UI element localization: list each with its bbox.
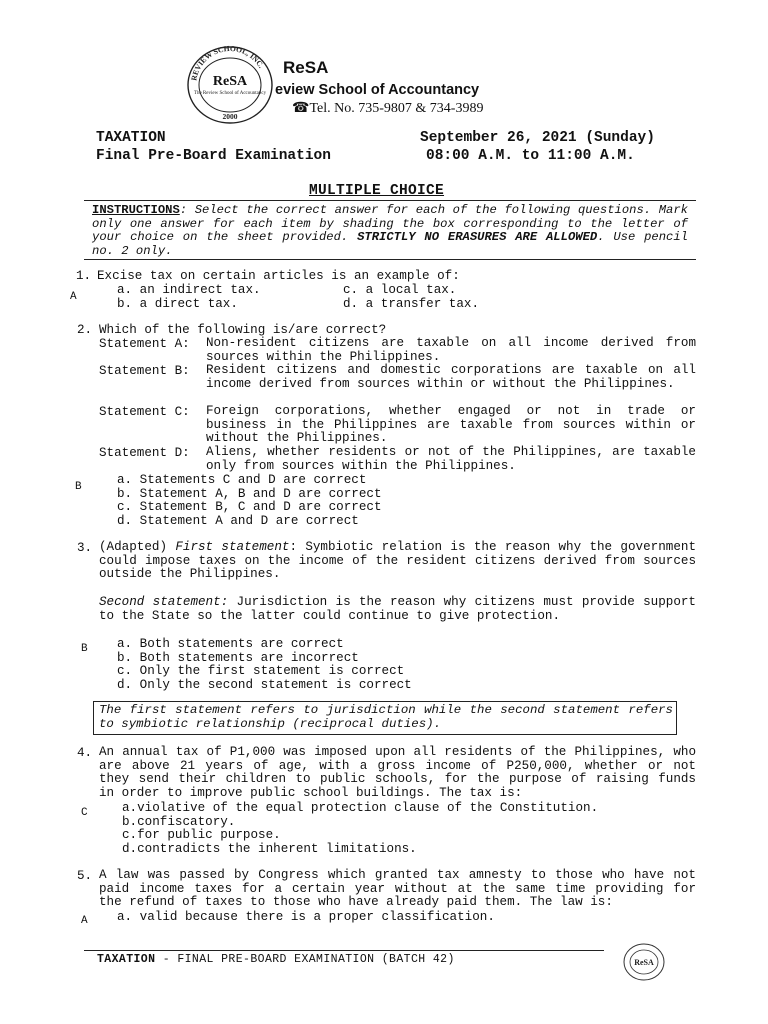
instructions-body: : Select the correct answer for each of the following questions. Mark only one answer for each item by shading the box corresponding to the letter of your choice on the sheet provided. xyxy=(92,203,688,245)
q3-explanation: The first statement refers to jurisdiction while the second statement refers to symbiotic relationship (reciprocal duties). xyxy=(99,703,673,731)
q2-choice-c: c. Statement B, C and D are correct xyxy=(117,500,382,514)
instructions-label: INSTRUCTIONS xyxy=(92,203,180,217)
q2-statement-d-label: Statement D: xyxy=(99,446,190,460)
q2-statement-b-label: Statement B: xyxy=(99,364,190,378)
footer-text xyxy=(97,953,455,966)
q2-choice-a: a. Statements C and D are correct xyxy=(117,473,367,487)
org-phone xyxy=(292,100,483,117)
org-short-name: ReSA xyxy=(283,58,329,77)
q3-choice-b: b. Both statements are incorrect xyxy=(117,651,359,665)
q4-choice-d: d.contradicts the inherent limitations. xyxy=(122,842,417,856)
exam-time: 08:00 A.M. to 11:00 A.M. xyxy=(426,148,635,164)
phone-number: Tel. No. 735-9807 & 734-3989 xyxy=(309,101,484,116)
q3-first-text: : Symbiotic relation is the reason why the government could impose taxes on the income of the resident citizens derived from sources outside the Philippines. xyxy=(99,540,696,582)
q3-choice-d: d. Only the second statement is correct xyxy=(117,678,412,692)
phone-icon: ☎ xyxy=(292,101,310,116)
footer-logo-brand: ReSA xyxy=(634,958,654,967)
exam-title: Final Pre-Board Examination xyxy=(96,148,331,164)
q3-first-label: First statement xyxy=(175,540,290,554)
q4-answer: C xyxy=(81,807,88,819)
q4-stem: An annual tax of P1,000 was imposed upon all residents of the Philippines, who are above 21 years of age, with a gross income of P250,000, whether or not they send their children to public schools, for the purpose of raising funds in order to improve public school buildings. The tax is: xyxy=(99,745,696,800)
q4-choice-b: b.confiscatory. xyxy=(122,815,236,829)
q5-number: 5. xyxy=(77,869,93,883)
q3-answer: B xyxy=(81,643,88,655)
q1-number: 1. xyxy=(76,269,92,283)
q5-answer: A xyxy=(81,915,88,927)
q5-choice-a: a. valid because there is a proper classification. xyxy=(117,910,495,924)
logo-brand: ReSA xyxy=(212,74,248,89)
instructions-strict: STRICTLY NO ERASURES ARE ALLOWED xyxy=(357,230,598,245)
q2-stem: Which of the following is/are correct? xyxy=(99,323,387,337)
instructions-tail: . Use pencil no. 2 only. xyxy=(92,230,688,258)
q2-statement-c-label: Statement C: xyxy=(99,405,190,419)
org-full-name: eview School of Accountancy xyxy=(275,82,480,98)
q4-choice-a: a.violative of the equal protection clause of the Constitution. xyxy=(122,801,599,815)
q5-stem: A law was passed by Congress which granted tax amnesty to those who have not paid income taxes for a certain year without at the same time providing for the refund of taxes to those who have already paid them. The law is: xyxy=(99,868,696,910)
q3-second-text: Jurisdiction is the reason why citizens must provide support to the State so the latter could continue to give protection. xyxy=(99,595,696,623)
q1-choice-d: d. a transfer tax. xyxy=(343,297,480,311)
q3-number: 3. xyxy=(77,541,93,555)
q3-explanation-box xyxy=(93,701,677,735)
instructions-box xyxy=(84,200,696,260)
logo-inner-text: The Review School of Accountancy xyxy=(193,91,267,96)
footer-subject: TAXATION xyxy=(97,953,156,966)
q2-statement-d: Aliens, whether residents or not of the Philippines, are taxable only from sources within the Philippines. xyxy=(206,445,696,473)
q1-choice-a: a. an indirect tax. xyxy=(117,283,261,297)
q3-first-statement xyxy=(99,541,696,582)
q2-answer: B xyxy=(75,481,82,493)
q2-number: 2. xyxy=(77,323,93,337)
q3-choice-c: c. Only the first statement is correct xyxy=(117,664,405,678)
logo-ring-text: REVIEW SCHOOL, INC. xyxy=(189,45,266,82)
q2-statement-a: Non-resident citizens are taxable on all income derived from sources within the Philippines. xyxy=(206,336,696,364)
q3-prefix: (Adapted) xyxy=(99,540,176,554)
exam-date: September 26, 2021 (Sunday) xyxy=(420,130,655,146)
q2-choice-b: b. Statement A, B and D are correct xyxy=(117,487,382,501)
footer-rule xyxy=(84,950,604,951)
q1-choice-c: c. a local tax. xyxy=(343,283,457,297)
q1-answer: A xyxy=(70,291,77,303)
q1-choice-b: b. a direct tax. xyxy=(117,297,238,311)
q4-number: 4. xyxy=(77,746,93,760)
q2-statement-b: Resident citizens and domestic corporations are taxable on all income derived from sources within or without the Philippines. xyxy=(206,363,696,391)
q2-statement-c: Foreign corporations, whether engaged or not in trade or business in the Philippines are taxable from sources within or without the Philippines. xyxy=(206,404,696,446)
q2-choice-d: d. Statement A and D are correct xyxy=(117,514,359,528)
q3-second-statement xyxy=(99,596,696,623)
q3-choice-a: a. Both statements are correct xyxy=(117,637,344,651)
q4-choice-c: c.for public purpose. xyxy=(122,828,281,842)
exam-subject: TAXATION xyxy=(96,130,166,146)
q1-stem: Excise tax on certain articles is an example of: xyxy=(97,269,460,283)
footer-title: - FINAL PRE-BOARD EXAMINATION (BATCH 42) xyxy=(155,953,455,966)
logo-year: 2000 xyxy=(222,112,238,121)
q3-second-label: Second statement: xyxy=(99,595,229,609)
resa-logo xyxy=(186,45,274,125)
q2-statement-a-label: Statement A: xyxy=(99,337,190,351)
section-title: MULTIPLE CHOICE xyxy=(309,183,445,199)
footer-logo xyxy=(622,942,666,982)
